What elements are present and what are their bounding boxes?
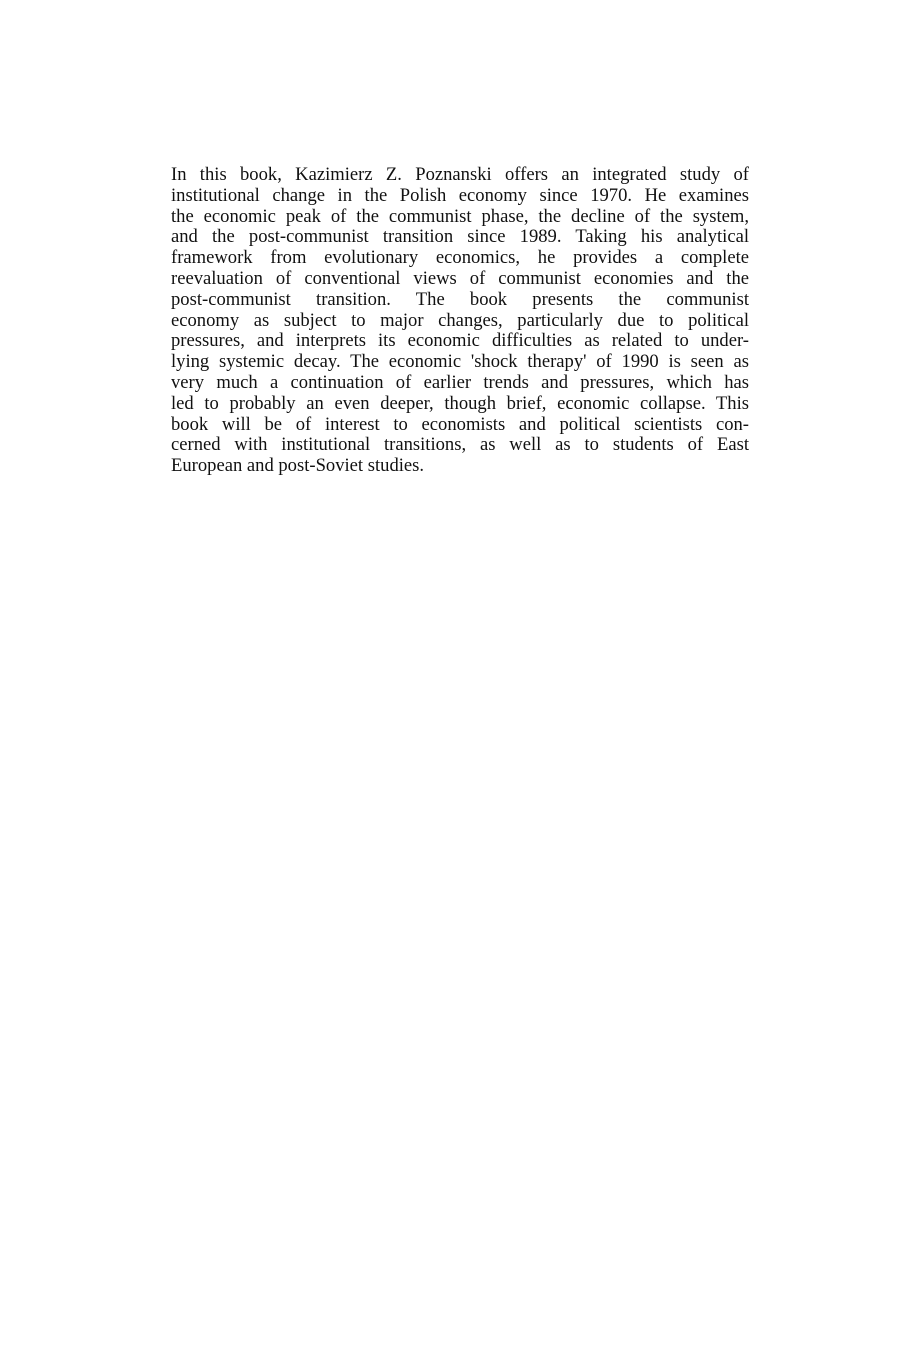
description-line: cerned with institutional transitions, as well as to students of East xyxy=(171,434,749,456)
description-line: framework from evolutionary economics, he provides a complete xyxy=(171,247,749,269)
description-line: post-communist transition. The book presents the communist xyxy=(171,288,749,310)
description-line: European and post-Soviet studies. xyxy=(171,455,425,477)
description-line: In this book, Kazimierz Z. Poznanski offers an integrated study of xyxy=(171,164,749,185)
book-description xyxy=(171,165,749,477)
description-line: economy as subject to major changes, particularly due to political xyxy=(171,309,749,331)
description-line: book will be of interest to economists and political scientists con- xyxy=(171,413,749,435)
description-line: and the post-communist transition since 1989. Taking his analytical xyxy=(171,226,749,248)
description-line: the economic peak of the communist phase, the decline of the system, xyxy=(171,205,749,227)
description-line: reevaluation of conventional views of communist economies and the xyxy=(171,267,749,289)
description-line: pressures, and interprets its economic difficulties as related to under- xyxy=(171,330,749,352)
description-line: institutional change in the Polish economy since 1970. He examines xyxy=(171,184,749,206)
description-line: very much a continuation of earlier trends and pressures, which has xyxy=(171,371,749,393)
description-line: lying systemic decay. The economic 'shock therapy' of 1990 is seen as xyxy=(171,351,749,373)
description-line: led to probably an even deeper, though brief, economic collapse. This xyxy=(171,392,749,414)
